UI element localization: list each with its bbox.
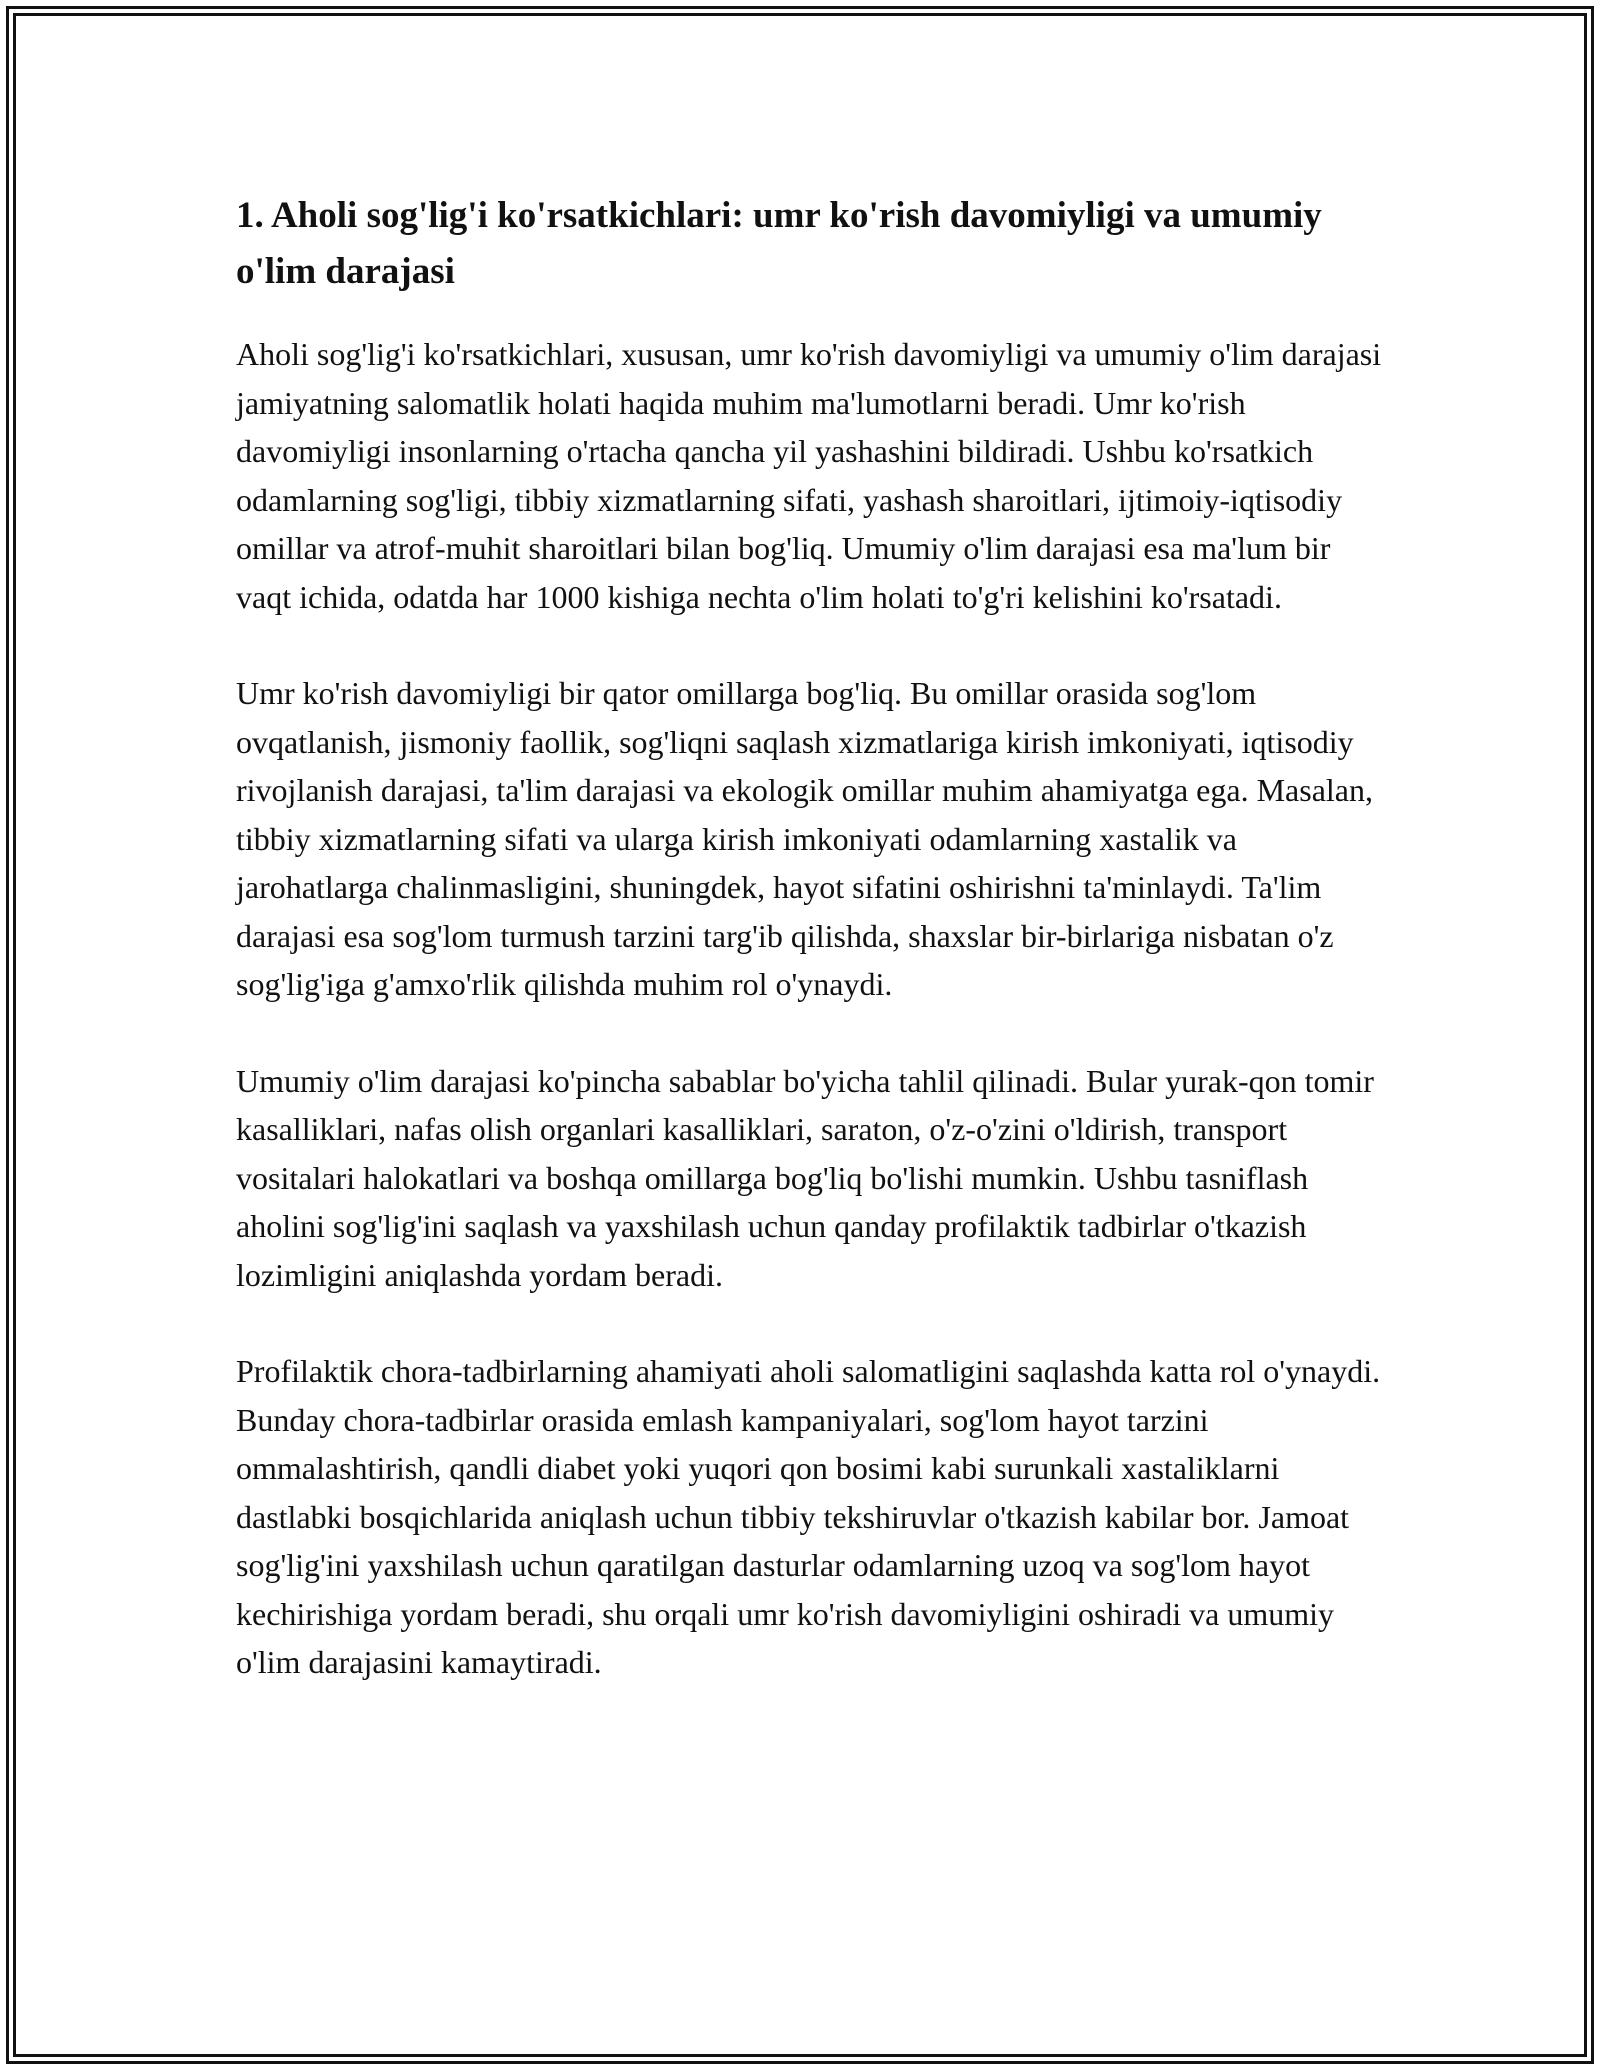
paragraph-1: Aholi sog'lig'i ko'rsatkichlari, xususan, umr ko'rish davomiyligi va umumiy o'lim darajasi jamiyatning salomatlik holati haqida muhim ma'lumotlarni beradi. Umr ko'rish davomiyligi insonlarning o'rtacha qancha yil yashashini bildiradi. Ushbu ko'rsatkich odamlarning sog'ligi, tibbiy xizmatlarning sifati, yashash sharoitlari, ijtimoiy-iqtisodiy omillar va atrof-muhit sharoitlari bilan bog'liq. Umumiy o'lim darajasi esa ma'lum bir vaqt ichida, odatda har 1000 kishiga nechta o'lim holati to'g'ri kelishini ko'rsatadi.	[236, 336, 1382, 615]
section-heading: 1. Aholi sog'lig'i ko'rsatkichlari: umr ko'rish davomiyligi va umumiy o'lim darajasi	[236, 195, 1322, 292]
paragraph-2: Umr ko'rish davomiyligi bir qator omillarga bog'liq. Bu omillar orasida sog'lom ovqatlanish, jismoniy faollik, sog'liqni saqlash xizmatlariga kirish imkoniyati, iqtisodiy rivojlanish darajasi, ta'lim darajasi va ekologik omillar muhim ahamiyatga ega. Masalan, tibbiy xizmatlarning sifati va ularga kirish imkoniyati odamlarning xastalik va jarohatlarga chalinmasligini, shuningdek, hayot sifatini oshirishni ta'minlaydi. Ta'lim darajasi esa sog'lom turmush tarzini targ'ib qilishda, shaxslar bir-birlariga nisbatan o'z sog'lig'iga g'amxo'rlik qilishda muhim rol o'ynaydi.	[236, 675, 1373, 1002]
paragraph-4: Profilaktik chora-tadbirlarning ahamiyati aholi salomatligini saqlashda katta rol o'ynaydi. Bunday chora-tadbirlar orasida emlash kampaniyalari, sog'lom hayot tarzini ommalashtirish, qandli diabet yoki yuqori qon bosimi kabi surunkali xastaliklarni dastlabki bosqichlarida aniqlash uchun tibbiy tekshiruvlar o'tkazish kabilar bor. Jamoat sog'lig'ini yaxshilash uchun qaratilgan dasturlar odamlarning uzoq va sog'lom hayot kechirishiga yordam beradi, shu orqali umr ko'rish davomiyligini oshiradi va umumiy o'lim darajasini kamaytiradi.	[236, 1353, 1381, 1680]
document-body	[236, 188, 1386, 1735]
paragraph-3: Umumiy o'lim darajasi ko'pincha sabablar bo'yicha tahlil qilinadi. Bular yurak-qon tomir kasalliklari, nafas olish organlari kasalliklari, saraton, o'z-o'zini o'ldirish, transport vositalari halokatlari va boshqa omillarga bog'liq bo'lishi mumkin. Ushbu tasniflash aholini sog'lig'ini saqlash va yaxshilash uchun qanday profilaktik tadbirlar o'tkazish lozimligini aniqlashda yordam beradi.	[236, 1062, 1374, 1293]
